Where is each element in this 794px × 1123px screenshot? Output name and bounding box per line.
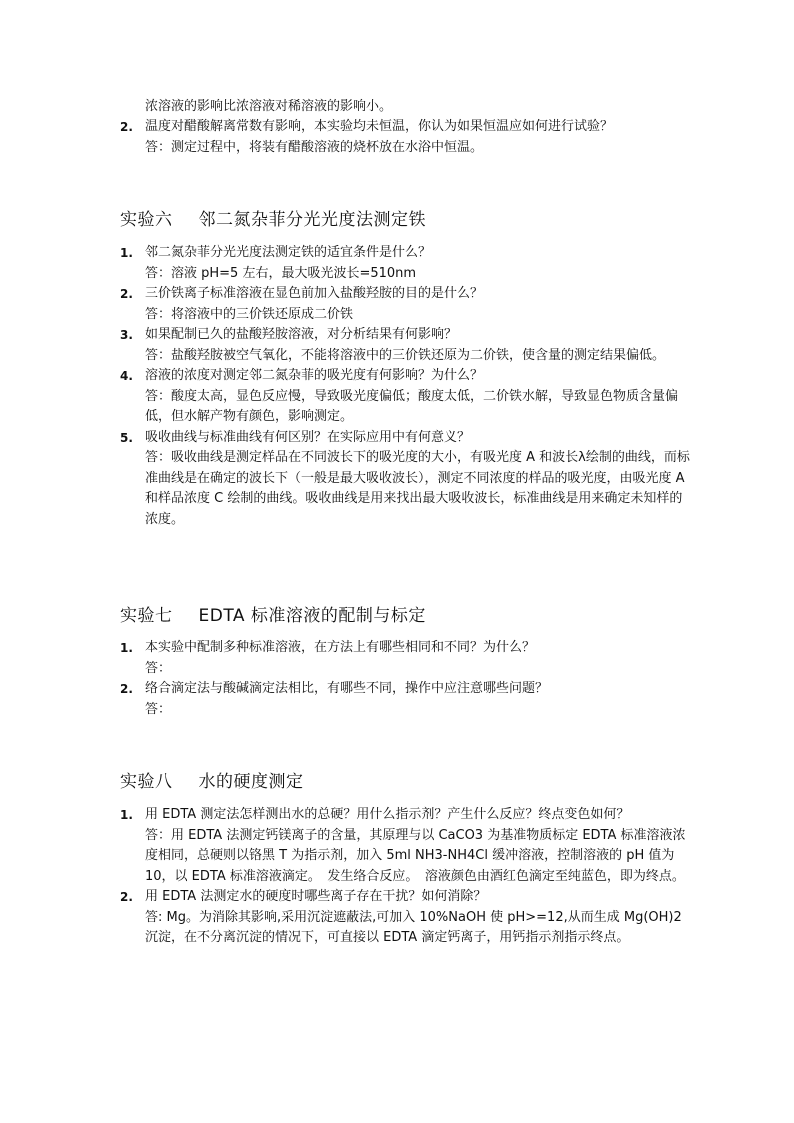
- section-heading: [120, 770, 304, 794]
- section-label: 实验八: [120, 772, 173, 792]
- question-text: 温度对醋酸解离常数有影响，本实验均未恒温，你认为如果恒温应如何进行试验？: [145, 119, 614, 134]
- answer-text: 答: Mg。为消除其影响,采用沉淀遮蔽法,可加入 10%NaOH 使 pH>=12,从而生成 Mg(OH)2 沉淀，在不分离沉淀的情况下，可直接以 EDTA 滴定钙离子，用钙指示剂指示终点。: [145, 909, 682, 945]
- question-text: 溶液的浓度对测定邻二氮杂菲的吸光度有何影响？为什么？: [145, 368, 484, 383]
- section-label: 实验七: [120, 606, 173, 626]
- item-number: 4.: [120, 369, 133, 383]
- question-list: [120, 243, 690, 530]
- answer-text: 答：用 EDTA 法测定钙镁离子的含量，其原理与以 CaCO3 为基准物质标定 EDTA 标准溶液浓度相同，总硬则以铬黑 T 为指示剂，加入 5ml NH3-NH4Cl 缓冲溶液，控制溶液的 pH 值为 10，以 EDTA 标准溶液滴定。 发生络合反应。 溶液颜色由酒红色滴定至纯蓝色，即为终点。: [145, 827, 686, 884]
- list-item: [120, 284, 690, 325]
- item-number: 1.: [120, 641, 133, 655]
- list-item: [120, 243, 690, 284]
- continuation-text: 浓溶液的影响比浓溶液对稀溶液的影响小。: [145, 99, 393, 114]
- answer-text: 答：酸度太高，显色反应慢，导致吸光度偏低；酸度太低，二价铁水解，导致显色物质含量偏低，但水解产物有颜色，影响测定。: [145, 388, 679, 424]
- section-heading: [120, 208, 426, 232]
- section-title: EDTA 标准溶液的配制与标定: [198, 606, 426, 626]
- list-item: [120, 887, 690, 949]
- answer-text: 答：将溶液中的三价铁还原成二价铁: [145, 306, 354, 322]
- section-title: 邻二氮杂菲分光光度法测定铁: [198, 210, 426, 230]
- question-text: 吸收曲线与标准曲线有何区别？在实际应用中有何意义？: [145, 429, 471, 445]
- question-text: 络合滴定法与酸碱滴定法相比，有哪些不同，操作中应注意哪些问题？: [145, 681, 549, 696]
- answer-text: 答：盐酸羟胺被空气氧化，不能将溶液中的三价铁还原为二价铁，使含量的测定结果偏低。: [145, 347, 666, 363]
- question-text: 用 EDTA 法测定水的硬度时哪些离子存在干扰？如何消除？: [145, 889, 487, 904]
- answer-text: 答：溶液 pH=5 左右，最大吸光波长=510nm: [145, 265, 417, 281]
- item-number: 5.: [120, 430, 133, 445]
- list-item: [120, 679, 690, 720]
- list-item: [120, 638, 690, 679]
- list-item: [120, 805, 690, 887]
- question-text: 三价铁离子标准溶液在显色前加入盐酸羟胺的目的是什么？: [145, 286, 484, 301]
- answer-text: 答：测定过程中，将装有醋酸溶液的烧杯放在水浴中恒温。: [145, 139, 484, 155]
- answer-text: 答：吸收曲线是测定样品在不同波长下的吸光度的大小，有吸光度 A 和波长λ绘制的曲线，而标准曲线是在确定的波长下（一般是最大吸收波长），测定不同浓度的样品的吸光度，由吸光度 A 和样品浓度 C 绘制的曲线。吸收曲线是用来找出最大吸收波长，标准曲线是用来确定未知样的浓度。: [145, 450, 690, 527]
- item-number: 2.: [120, 287, 133, 301]
- list-item: [120, 325, 690, 366]
- section-title: 水的硬度测定: [198, 772, 304, 792]
- section-label: 实验六: [120, 210, 173, 230]
- question-text: 用 EDTA 测定法怎样测出水的总硬？用什么指示剂？产生什么反应？终点变色如何？: [145, 807, 630, 822]
- question-text: 本实验中配制多种标准溶液，在方法上有哪些相同和不同？为什么？: [145, 640, 536, 655]
- list-item: [120, 366, 690, 428]
- item-number: 1.: [120, 808, 133, 822]
- section-heading: [120, 604, 426, 628]
- list-item: [120, 117, 690, 158]
- question-text: 如果配制已久的盐酸羟胺溶液，对分析结果有何影响？: [145, 327, 458, 342]
- answer-text: 答：: [145, 660, 172, 676]
- answer-text: 答：: [145, 701, 172, 717]
- item-number: 2.: [120, 682, 133, 696]
- question-list: [120, 638, 690, 720]
- question-list-top: [120, 117, 690, 158]
- question-text: 邻二氮杂菲分光光度法测定铁的适宜条件是什么？: [145, 245, 432, 260]
- question-list: [120, 805, 690, 949]
- item-number: 3.: [120, 328, 133, 342]
- item-number: 2.: [120, 890, 133, 904]
- list-item: [120, 428, 690, 531]
- item-number: 1.: [120, 246, 133, 260]
- item-number: 2.: [120, 120, 133, 134]
